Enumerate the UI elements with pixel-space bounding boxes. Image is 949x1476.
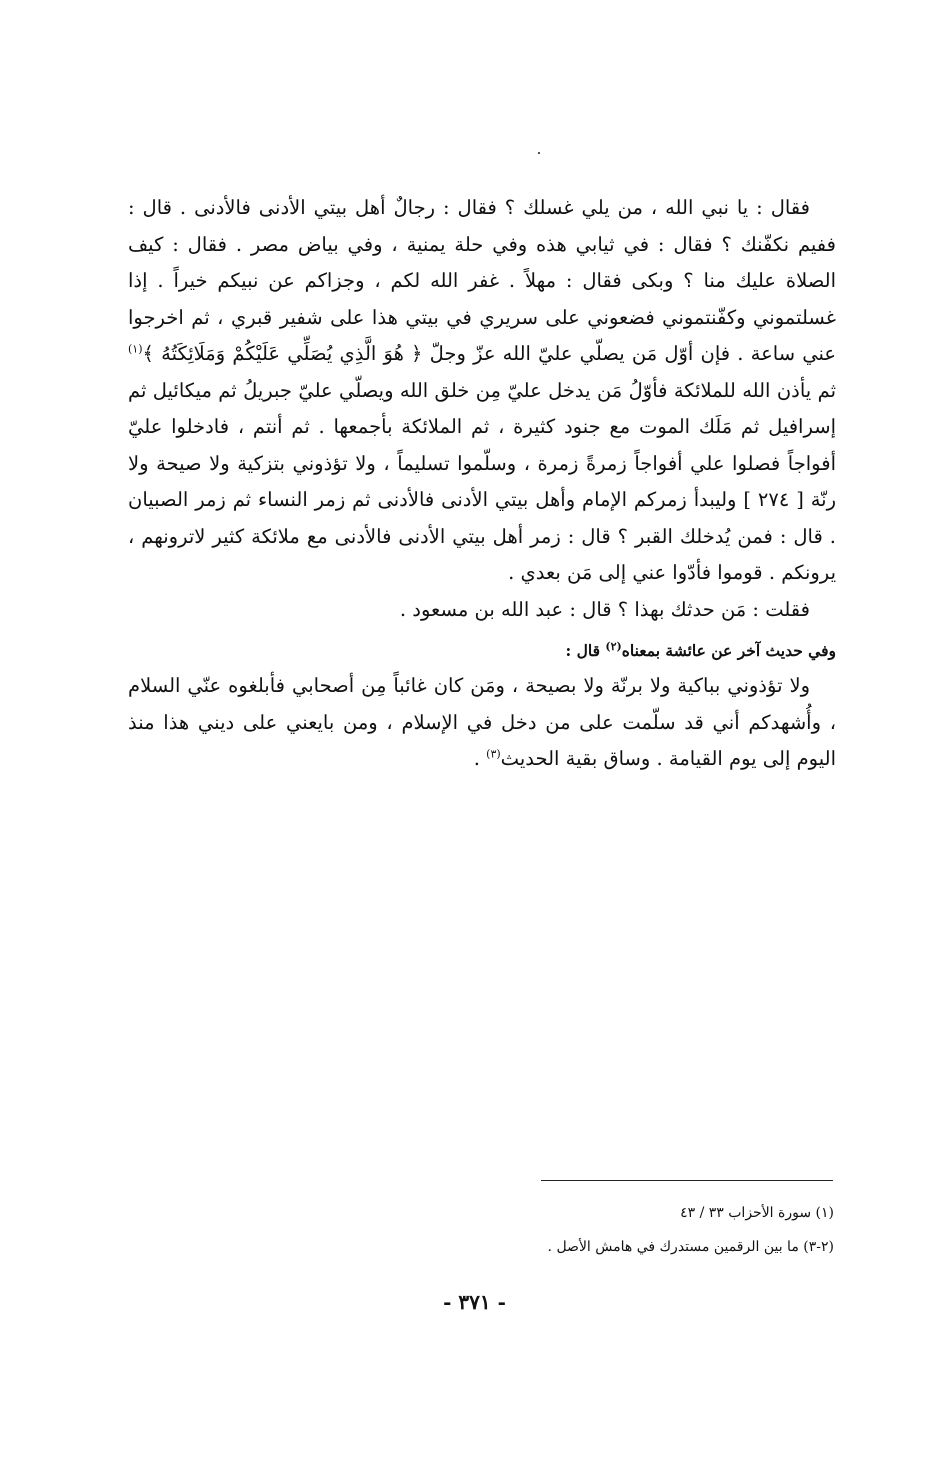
- footnote-marker-3: (٣): [486, 747, 501, 761]
- paragraph-aisha: [128, 668, 836, 778]
- paragraph-hadith: [128, 190, 836, 592]
- hadith-text-continued: ثم يأذن الله للملائكة فأوّلُ مَن يدخل عليّ مِن خلق الله ويصلّي عليّ جبريلُ ثم ميكائيل ثم إسرافيل ثم مَلَك الموت مع جنود كثيرة ، ثم الملائكة بأجمعها . ثم أنتم ، فادخلوا عليّ أفواجاً فصلوا علي أفواجاً زمرةً زمرة ، وسلّموا تسليماً ، ولا تؤذوني بتزكية ولا صيحة ولا رنّة [ ٢٧٤ ] وليبدأ زمركم الإمام وأهل بيتي الأدنى فالأدنى ثم زمر النساء ثم زمر الصبيان . قال : فمن يُدخلك القبر ؟ قال : زمر أهل بيتي الأدنى فالأدنى مع ملائكة كثير لاترونهم ، يرونكم . قوموا فأدّوا عني إلى مَن بعدي .: [128, 378, 836, 584]
- subheading-tail: قال :: [565, 641, 606, 660]
- footnote-divider: [541, 1180, 833, 1181]
- aisha-text-tail: .: [473, 747, 487, 770]
- footnote-marker-2: (٢): [605, 639, 622, 653]
- hadith-text: فقال : يا نبي الله ، من يلي غسلك ؟ فقال : رجالٌ أهل بيتي الأدنى فالأدنى . قال : ففيم نكفّنك ؟ فقال : في ثيابي هذه وفي حلة يمنية ، وفي بياض مصر . فقال : كيف الصلاة عليك منا ؟ وبكى فقال : مهلاً . غفر الله لكم ، وجزاكم عن نبيكم خيراً . إذا غسلتموني وكفّنتموني فضعوني على سريري في بيتي هذا على شفير قبري ، ثم اخرجوا عني ساعة . فإن أوّل مَن يصلّي عليّ الله عزّ وجلّ: [128, 196, 836, 365]
- subheading-text: وفي حديث آخر عن عائشة بمعناه: [621, 641, 836, 660]
- quran-verse: ﴿ هُوَ الَّذِي يُصَلِّي عَلَيْكُمْ وَمَلَائِكَتُهُ ﴾: [142, 342, 423, 365]
- footnote-2: (٢-٣) ما بين الرقمين مستدرك في هامش الأصل .: [547, 1239, 834, 1255]
- paragraph-question: [128, 592, 836, 629]
- question-text: فقلت : مَن حدثك بهذا ؟ قال : عبد الله بن مسعود .: [399, 597, 810, 621]
- footnote-marker-1: (١): [128, 342, 143, 356]
- aisha-text: ولا تؤذوني بباكية ولا برنّة ولا بصيحة ، ومَن كان غائباً مِن أصحابي فأبلغوه عنّي السلام ، وأُشهدكم أني قد سلّمت على من دخل في الإسلام ، ومن بايعني على ديني هذا منذ اليوم إلى يوم القيامة . وساق بقية الحديث: [128, 674, 836, 770]
- main-text: [128, 190, 836, 778]
- section-subheading: [128, 634, 836, 668]
- scan-speck: [538, 152, 540, 154]
- page-number: - ٣٧١ -: [443, 1290, 506, 1314]
- footnotes: [440, 1196, 834, 1264]
- footnote-1: (١) سورة الأحزاب ٣٣ / ٤٣: [680, 1205, 834, 1221]
